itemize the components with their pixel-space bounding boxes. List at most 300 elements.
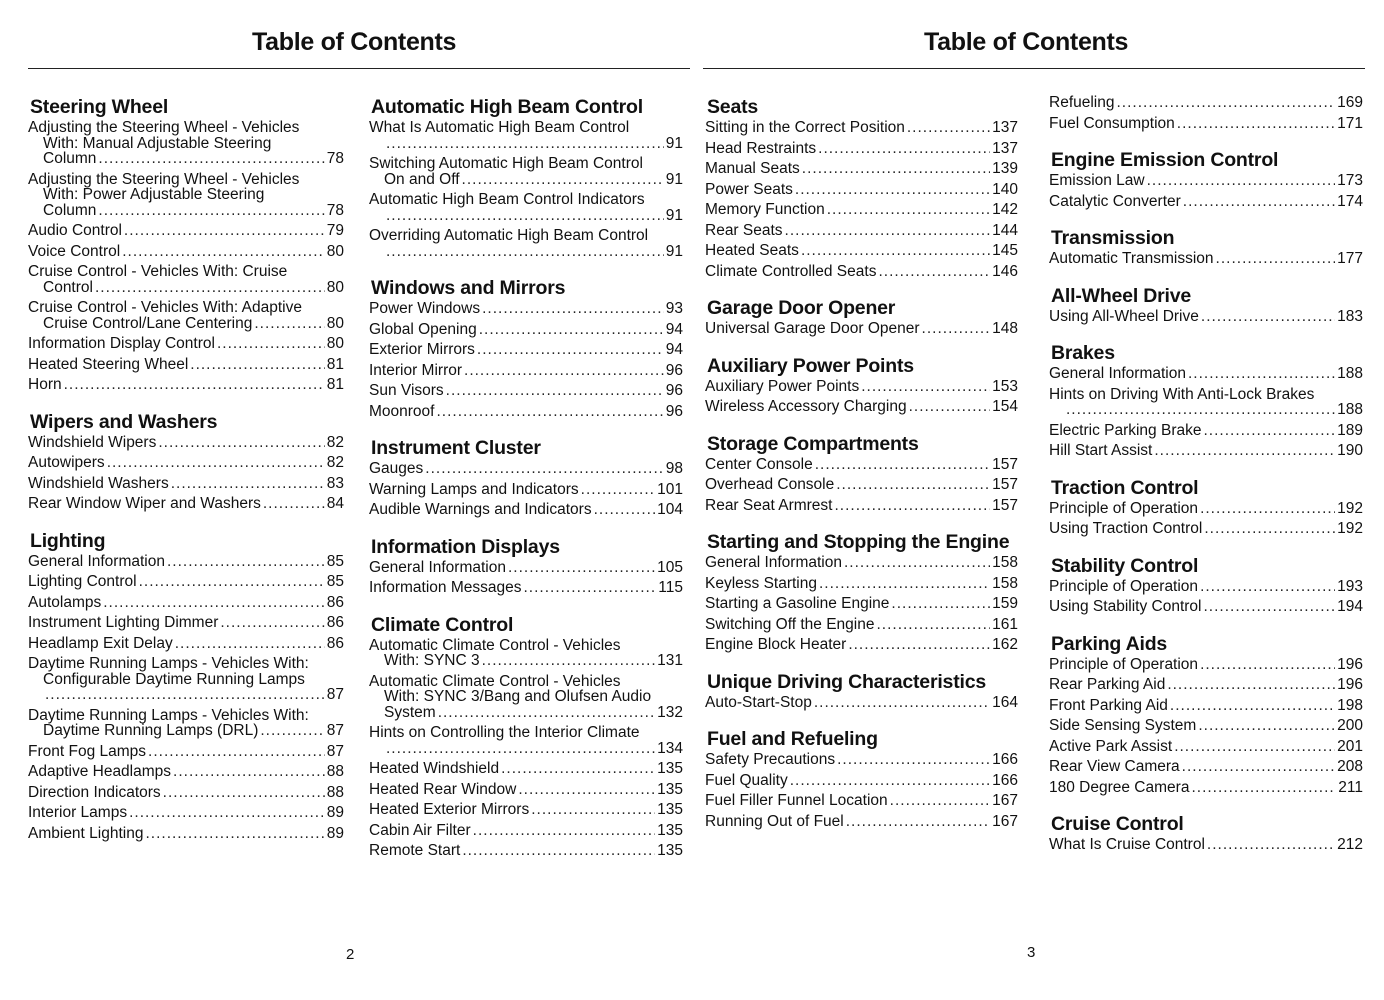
toc-entry[interactable] [28,708,344,739]
dot-leader [98,151,324,167]
entry-page-number: 201 [1337,737,1363,755]
toc-entry[interactable] [705,379,1018,395]
entry-page-number: 196 [1337,676,1363,693]
dot-leader [1177,116,1335,132]
dot-leader [876,617,990,633]
entry-page-number: 139 [992,160,1018,177]
entry-page-number: 78 [326,201,344,219]
entry-page-number: 146 [992,262,1018,280]
entry-page-number: 173 [1337,172,1363,189]
toc-entry[interactable] [28,574,344,590]
entry-page-number: 78 [326,150,344,167]
entry-page-number: 94 [665,320,683,338]
toc-entry[interactable] [705,498,1018,514]
entry-text-line: Electric Parking Brake [1049,421,1202,439]
dot-leader [1207,837,1335,853]
entry-text-line: Information Messages [369,579,522,596]
dot-leader [477,342,664,358]
entry-text-line: Switching Off the Engine [705,615,875,633]
toc-entry[interactable] [369,580,683,596]
toc-entry[interactable] [1049,443,1363,459]
toc-entry[interactable] [369,461,683,477]
dot-leader [1170,698,1335,714]
entry-text-line: Climate Controlled Seats [705,262,877,280]
entry-text-line: Daytime Running Lamps - Vehicles With: [28,655,309,672]
toc-entry[interactable] [369,120,683,151]
section-title: Climate Control [371,613,514,636]
dot-leader [1198,718,1335,734]
entry-page-number: 177 [1337,250,1363,267]
entry-page-number: 193 [1337,577,1363,595]
entry-page-number: 159 [992,595,1018,612]
toc-section [705,670,1018,711]
toc-entry[interactable] [705,399,1018,415]
dot-leader [1203,423,1335,439]
toc-entry[interactable] [369,383,683,399]
toc-entry[interactable] [1049,739,1363,755]
entry-text-line: Overhead Console [705,476,835,493]
entry-page-number: 144 [992,221,1018,239]
entry-text-line: Heated Seats [705,242,799,259]
entry-text-line: Automatic Climate Control - Vehicles [369,672,621,690]
dot-leader [815,457,990,473]
entry-page-number: 82 [326,433,344,451]
toc-entry[interactable] [28,656,344,703]
dot-leader [462,172,664,188]
toc-entry[interactable] [28,120,344,167]
toc-entry[interactable] [28,764,344,780]
toc-entry[interactable] [1049,579,1363,595]
toc-entry[interactable] [369,782,683,798]
toc-column-2 [369,95,683,876]
dot-leader [148,744,325,760]
dot-leader [64,377,325,393]
entry-text-line: Configurable Daytime Running Lamps [43,670,305,688]
entry-page-number: 153 [992,377,1018,395]
toc-entry[interactable] [1049,387,1363,418]
dot-leader [785,223,991,239]
dot-leader [907,120,990,136]
dot-leader [1191,780,1336,796]
entry-text-line: Control [43,278,93,296]
entry-text-line: Daytime Running Lamps (DRL) [43,722,259,739]
entry-page-number: 79 [326,222,344,239]
dot-leader [254,316,324,332]
entry-text-line: Moonroof [369,402,435,420]
entry-text-line: Using Traction Control [1049,520,1203,537]
toc-entry[interactable] [1049,423,1363,439]
dot-leader [801,243,990,259]
entry-text-line: Fuel Filler Funnel Location [705,792,888,809]
entry-page-number: 89 [326,804,344,821]
toc-entry[interactable] [369,482,683,498]
entry-text-line: Exterior Mirrors [369,341,475,358]
toc-entry[interactable] [28,264,344,295]
toc-entry[interactable] [1049,599,1363,615]
entry-page-number: 131 [657,652,683,669]
toc-entry[interactable] [705,141,1018,157]
entry-text-line: Rear Seats [705,221,783,239]
entry-text-line: General Information [1049,365,1186,382]
title-divider-right [703,68,1365,69]
entry-page-number: 83 [326,474,344,492]
section-title: Unique Driving Characteristics [707,670,986,693]
entry-page-number: 135 [657,760,683,777]
dot-leader [129,805,325,821]
toc-entry[interactable] [705,457,1018,473]
entry-text-line: Auto-Start-Stop [705,693,812,711]
toc-entry[interactable] [1049,521,1363,537]
page-title-left: Table of Contents [252,28,457,56]
toc-entry[interactable] [1049,780,1363,796]
toc-entry[interactable] [28,336,344,352]
toc-entry[interactable] [28,554,344,570]
entry-text-line: Hill Start Assist [1049,442,1153,459]
entry-page-number: 135 [657,801,683,818]
dot-leader [1182,759,1335,775]
toc-entry[interactable] [28,805,344,821]
entry-text-line: Cruise Control/Lane Centering [43,314,253,332]
entry-page-number: 101 [657,480,683,498]
section-title: Wipers and Washers [30,410,218,433]
entry-text-line: Headlamp Exit Delay [28,634,173,652]
entry-text-line: Using Stability Control [1049,598,1202,615]
page-number-right: 3 [1027,944,1036,961]
entry-text-line: With: Manual Adjustable Steering [43,134,272,152]
entry-page-number: 137 [992,119,1018,136]
entry-text-line: Using All-Wheel Drive [1049,307,1199,325]
toc-entry[interactable] [28,172,344,219]
entry-text-line: Direction Indicators [28,783,161,801]
toc-entry[interactable] [369,802,683,818]
toc-entry[interactable] [28,244,344,260]
entry-page-number: 145 [992,242,1018,259]
dot-leader [861,379,990,395]
entry-text-line: Refueling [1049,94,1115,111]
dot-leader [1174,739,1335,755]
toc-entry[interactable] [1049,309,1363,325]
entry-text-line: Rear View Camera [1049,758,1180,775]
toc-entry[interactable] [28,744,344,760]
dot-leader [846,814,990,830]
entry-page-number: 81 [326,355,344,373]
section-title: All-Wheel Drive [1051,284,1192,307]
entry-text-line: Principle of Operation [1049,655,1199,673]
toc-entry[interactable] [1049,194,1363,210]
entry-page-number: 88 [326,763,344,780]
entry-text-line: Universal Garage Door Opener [705,320,920,337]
entry-text-line: On and Off [384,170,460,188]
entry-page-number: 174 [1337,192,1363,210]
entry-text-line: Running Out of Fuel [705,812,844,830]
entry-text-line: Principle of Operation [1049,577,1199,595]
toc-entry[interactable] [705,202,1018,218]
dot-leader [836,477,990,493]
toc-entry[interactable] [705,814,1018,830]
dot-leader [473,823,655,839]
dot-leader [425,461,663,477]
toc-column-1 [28,95,344,858]
toc-entry[interactable] [369,761,683,777]
entry-text-line: Voice Control [28,242,121,260]
toc-entry[interactable] [705,576,1018,592]
dot-leader [145,826,324,842]
entry-page-number: 96 [665,402,683,420]
dot-leader [139,574,325,590]
toc-entry[interactable] [28,357,344,373]
entry-page-number: 162 [992,636,1018,653]
dot-leader [891,596,990,612]
dot-leader [922,321,991,337]
dot-leader [462,843,655,859]
entry-text-line: Daytime Running Lamps - Vehicles With: [28,706,309,724]
toc-section [369,436,683,518]
entry-text-line: Autolamps [28,593,102,611]
toc-entry[interactable] [1049,759,1363,775]
dot-leader [386,208,664,224]
toc-entry[interactable] [28,615,344,631]
toc-entry[interactable] [369,843,683,859]
toc-entry[interactable] [705,477,1018,493]
toc-entry[interactable] [369,228,683,259]
toc-entry[interactable] [1049,501,1363,517]
toc-entry[interactable] [1049,677,1363,693]
toc-column-4 [1049,95,1363,870]
toc-section [705,296,1018,337]
entry-page-number: 208 [1337,758,1363,775]
entry-page-number: 135 [657,821,683,839]
entry-page-number: 188 [1337,401,1363,418]
toc-section [28,529,344,842]
dot-leader [479,322,664,338]
toc-entry[interactable] [705,161,1018,177]
entry-text-line: Hints on Controlling the Interior Climate [369,724,640,741]
entry-text-line: Automatic Transmission [1049,250,1214,267]
dot-leader [45,687,325,703]
dot-leader [802,161,990,177]
entry-text-line: Heated Windshield [369,760,500,777]
toc-section [1049,554,1363,615]
entry-text-line: What Is Automatic High Beam Control [369,119,630,136]
entry-text-line: Fuel Consumption [1049,114,1175,132]
toc-entry[interactable] [369,404,683,420]
toc-entry[interactable] [369,301,683,317]
entry-page-number: 157 [992,496,1018,514]
entry-page-number: 80 [326,278,344,296]
toc-entry[interactable] [1049,718,1363,734]
entry-text-line: Principle of Operation [1049,499,1199,517]
entry-text-line: Rear Parking Aid [1049,676,1166,693]
toc-entry[interactable] [705,617,1018,633]
section-title: Transmission [1051,227,1175,249]
toc-entry[interactable] [369,674,683,721]
toc-entry[interactable] [28,476,344,492]
entry-page-number: 171 [1337,114,1363,132]
dot-leader [1200,657,1335,673]
dot-leader [1066,402,1335,418]
toc-entry[interactable] [28,496,344,512]
dot-leader [263,496,325,512]
entry-page-number: 96 [665,361,683,379]
entry-page-number: 89 [326,824,344,842]
toc-entry[interactable] [28,595,344,611]
entry-text-line: Memory Function [705,201,825,218]
entry-text-line: Warning Lamps and Indicators [369,480,579,498]
entry-text-line: Head Restraints [705,139,817,157]
toc-entry[interactable] [705,120,1018,136]
entry-text-line: Sun Visors [369,382,444,399]
entry-text-line: Automatic High Beam Control Indicators [369,191,645,208]
entry-page-number: 164 [992,693,1018,711]
toc-section [1049,476,1363,537]
entry-page-number: 192 [1337,499,1363,517]
entry-page-number: 212 [1337,836,1363,853]
entry-page-number: 196 [1337,655,1363,673]
dot-leader [844,555,990,571]
toc-section [369,95,683,259]
dot-leader [1204,521,1335,537]
toc-entry[interactable] [369,363,683,379]
toc-entry[interactable] [705,182,1018,198]
toc-entry[interactable] [705,773,1018,789]
toc-entry[interactable] [1049,173,1363,189]
entry-page-number: 166 [992,771,1018,789]
entry-page-number: 183 [1337,307,1363,325]
entry-page-number: 91 [665,134,683,152]
entry-page-number: 167 [992,792,1018,809]
dot-leader [508,560,655,576]
title-divider-left [28,68,690,69]
entry-text-line: Hints on Driving With Anti-Lock Brakes [1049,385,1315,403]
toc-entry[interactable] [28,377,344,393]
toc-entry[interactable] [705,223,1018,239]
dot-leader [837,752,990,768]
toc-entry[interactable] [28,785,344,801]
toc-entry[interactable] [705,793,1018,809]
entry-text-line: Remote Start [369,842,461,859]
toc-entry[interactable] [28,636,344,652]
dot-leader [909,399,991,415]
entry-page-number: 105 [657,558,683,576]
entry-page-number: 190 [1337,442,1363,459]
toc-entry[interactable] [369,342,683,358]
toc-entry[interactable] [28,826,344,842]
toc-entry[interactable] [369,192,683,223]
toc-entry[interactable] [1049,657,1363,673]
toc-entry[interactable] [28,435,344,451]
entry-text-line: Catalytic Converter [1049,192,1181,210]
entry-text-line: Windshield Washers [28,474,169,492]
toc-entry[interactable] [28,300,344,331]
toc-entry[interactable] [28,223,344,239]
toc-entry[interactable] [369,725,683,756]
section-title: Automatic High Beam Control [371,96,643,118]
toc-entry[interactable] [705,264,1018,280]
dot-leader [386,741,655,757]
entry-page-number: 104 [657,501,683,518]
dot-leader [190,357,324,373]
toc-entry[interactable] [1049,837,1363,853]
entry-text-line: Gauges [369,460,424,477]
entry-page-number: 96 [665,382,683,399]
dot-leader [438,705,655,721]
entry-text-line: Cruise Control - Vehicles With: Adaptive [28,299,302,316]
dot-leader [1203,599,1335,615]
toc-entry[interactable] [705,695,1018,711]
entry-page-number: 132 [657,703,683,721]
entry-text-line: Power Seats [705,180,793,198]
entry-text-line: Front Parking Aid [1049,696,1168,714]
entry-text-line: Active Park Assist [1049,737,1173,755]
toc-entry[interactable] [369,322,683,338]
dot-leader [827,202,990,218]
toc-section [28,410,344,512]
dot-leader [107,455,325,471]
dot-leader [790,773,990,789]
dot-leader [1147,173,1336,189]
toc-entry[interactable] [1049,366,1363,382]
section-title: Traction Control [1051,476,1199,499]
entry-text-line: Information Display Control [28,335,215,352]
toc-entry[interactable] [369,560,683,576]
dot-leader [163,785,325,801]
toc-section [1049,226,1363,267]
dot-leader [158,435,324,451]
dot-leader [446,383,664,399]
page-number-left: 2 [346,946,355,963]
entry-text-line: Rear Window Wiper and Washers [28,495,261,512]
entry-text-line: Windshield Wipers [28,433,157,451]
dot-leader [581,482,655,498]
entry-page-number: 167 [992,812,1018,830]
entry-text-line: Wireless Accessory Charging [705,398,907,415]
toc-section [1049,632,1363,796]
toc-section [369,613,683,859]
entry-page-number: 134 [657,739,683,757]
entry-text-line: Front Fog Lamps [28,742,147,760]
toc-entry[interactable] [1049,698,1363,714]
dot-leader [531,802,655,818]
page-title-right: Table of Contents [924,28,1129,56]
section-title: Starting and Stopping the Engine [707,531,1010,553]
dot-leader [98,203,324,219]
dot-leader [122,244,325,260]
toc-entry[interactable] [1049,95,1363,111]
toc-entry[interactable] [1049,116,1363,132]
toc-entry[interactable] [705,243,1018,259]
toc-entry[interactable] [28,455,344,471]
toc-entry[interactable] [369,638,683,669]
toc-entry[interactable] [705,637,1018,653]
entry-page-number: 93 [665,300,683,317]
dot-leader [482,653,656,669]
toc-column-3 [705,95,1018,846]
toc-entry[interactable] [369,156,683,187]
toc-entry[interactable] [369,502,683,518]
toc-entry[interactable] [369,823,683,839]
entry-text-line: Interior Mirror [369,361,463,379]
toc-entry[interactable] [705,752,1018,768]
entry-text-line: General Information [705,554,842,571]
entry-page-number: 158 [992,554,1018,571]
entry-text-line: Power Windows [369,300,481,317]
entry-page-number: 84 [326,495,344,512]
toc-entry[interactable] [705,321,1018,337]
toc-entry[interactable] [705,555,1018,571]
section-title: Auxiliary Power Points [707,354,914,377]
toc-entry[interactable] [705,596,1018,612]
toc-entry[interactable] [1049,251,1363,267]
